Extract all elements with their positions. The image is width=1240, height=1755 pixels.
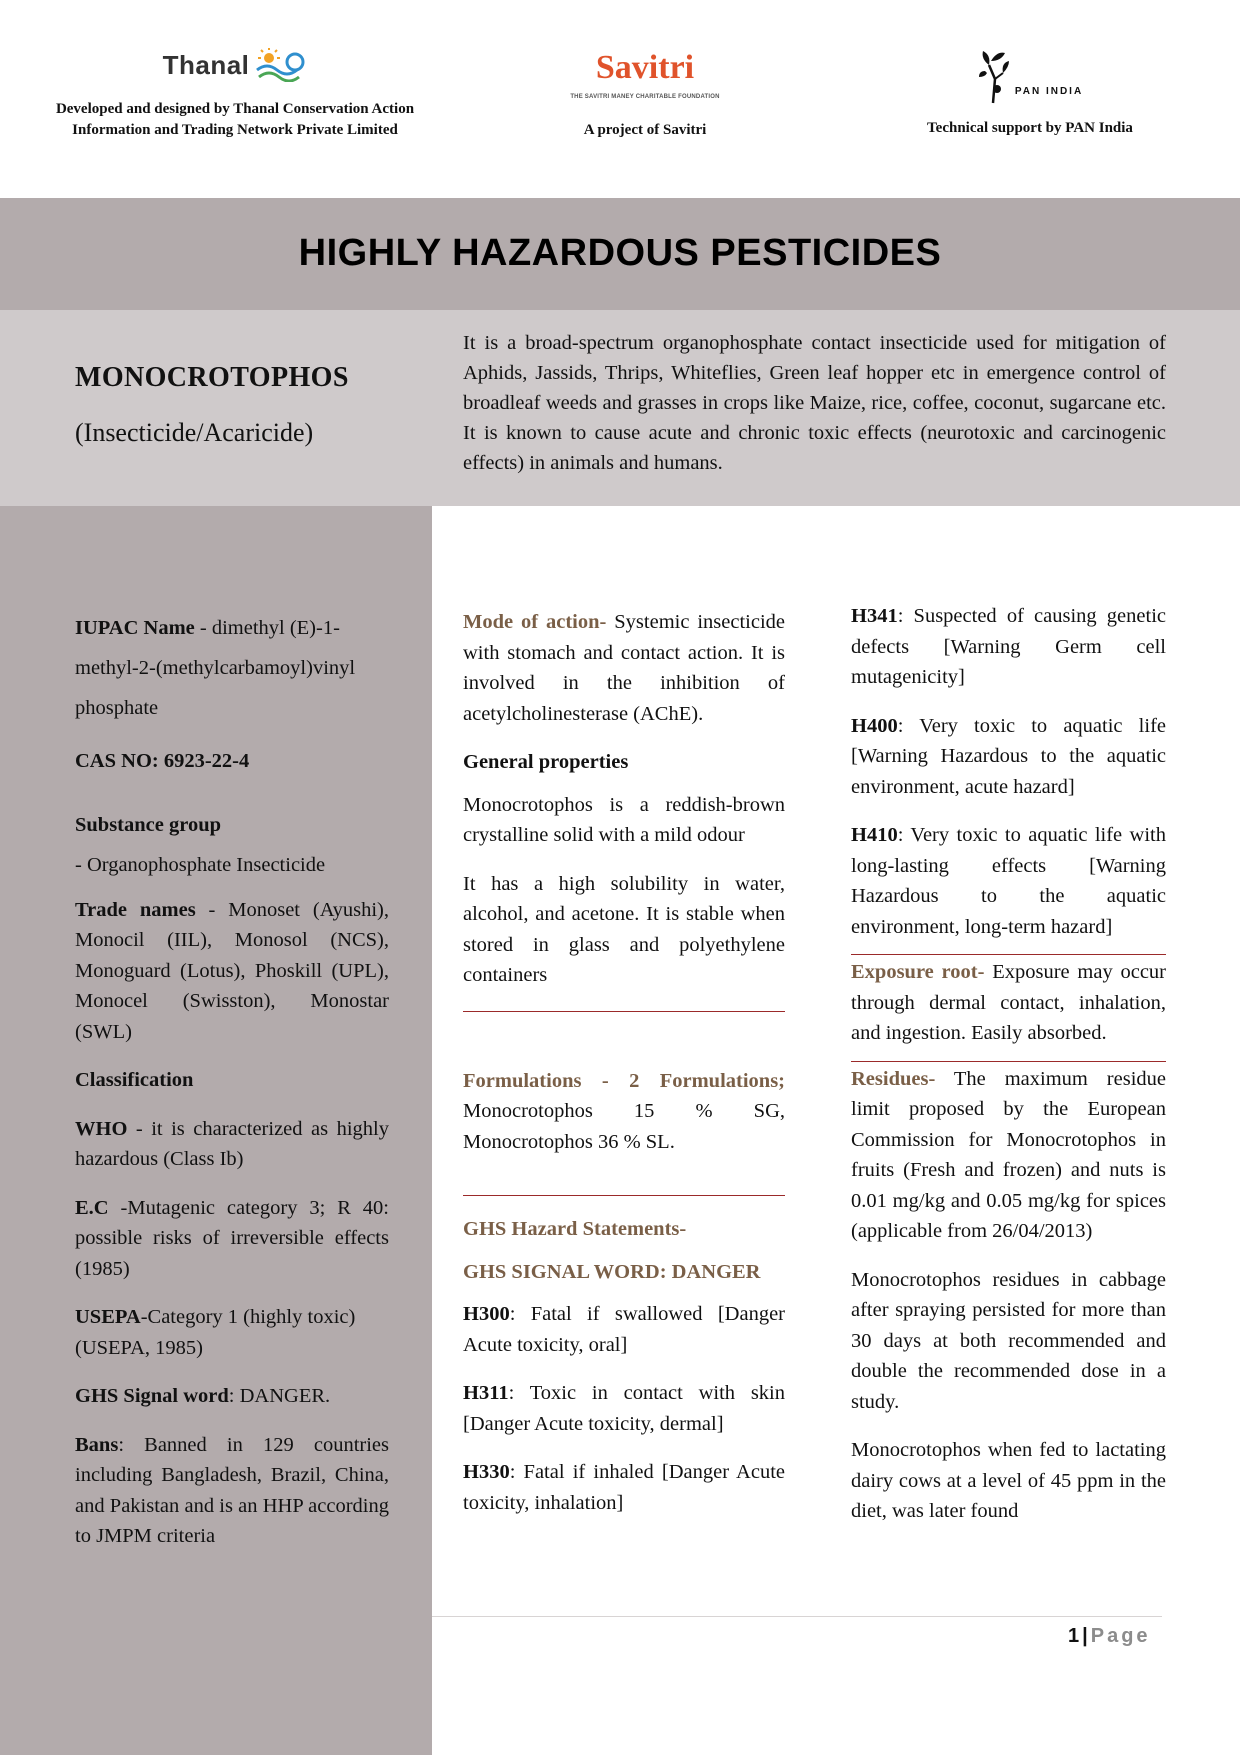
substance-paragraph — [75, 805, 389, 885]
h341-value: : Suspected of causing genetic defects [Warning Germ cell mutagenicity] — [851, 605, 1166, 688]
exposure-value: Exposure may occur through dermal contact, inhalation, and ingestion. Easily absorbed. — [851, 961, 1166, 1044]
trade-names-label: Trade names — [75, 898, 196, 921]
pan-leaf-figure-icon — [977, 49, 1011, 105]
section-divider — [463, 1195, 785, 1196]
who-paragraph — [75, 1114, 389, 1175]
general-properties-p2: It has a high solubility in water, alcohol, and acetone. It is stable when stored in glass and polyethylene containers — [463, 872, 785, 986]
ghs-signal-paragraph — [75, 1381, 389, 1412]
ghs-signal-value: : DANGER. — [228, 1385, 331, 1407]
usepa-label: USEPA — [75, 1306, 141, 1328]
who-value: - it is characterized as highly hazardous (Class Ib) — [75, 1117, 389, 1170]
usepa-value: -Category 1 (highly toxic) (USEPA, 1985) — [75, 1306, 356, 1359]
substance-label: Substance group — [75, 813, 222, 836]
h311-label: H311 — [463, 1382, 509, 1404]
section-divider — [463, 1011, 785, 1012]
h330-statement — [463, 1457, 785, 1518]
page-title: HIGHLY HAZARDOUS PESTICIDES — [298, 231, 942, 274]
h400-statement — [851, 711, 1166, 803]
trade-names-value: - Monoset (Ayushi), Monocil (IIL), Monosol (NCS), Monoguard (Lotus), Phoskill (UPL), Monocel (Swisston), Monostar (SWL) — [75, 898, 390, 1043]
ghs-signal-label: GHS Signal word — [75, 1385, 229, 1407]
page-number-value: 1 — [1068, 1625, 1083, 1647]
residues-label: Residues- — [851, 1067, 936, 1090]
chemical-type: (Insecticide/Acaricide) — [75, 418, 314, 447]
mode-of-action-value: Systemic insecticide with stomach and contact action. It is involved in the inhibition of acetylcholinesterase (AChE). — [463, 611, 785, 725]
pan-logo — [880, 45, 1180, 105]
mode-of-action-paragraph — [463, 607, 785, 729]
thanal-logo-text: Thanal — [162, 49, 250, 80]
residues-paragraph — [851, 1064, 1166, 1247]
properties-column — [463, 607, 785, 1536]
exposure-label: Exposure root- — [851, 961, 985, 983]
page-word: Page — [1090, 1625, 1151, 1647]
title-band — [0, 198, 1240, 310]
savitri-logo-subtext: THE SAVITRI MANEY CHARITABLE FOUNDATION — [570, 94, 720, 100]
residues-value: The maximum residue limit proposed by the European Commission for Monocrotophos in fruits (Fresh and frozen) and nuts is 0.01 mg/kg and 0.05 mg/kg for spices (applicable from 26/04/2013) — [851, 1067, 1166, 1242]
h400-label: H400 — [851, 714, 898, 737]
savitri-logo — [520, 50, 770, 108]
iupac-paragraph — [75, 608, 389, 728]
thanal-logo — [163, 45, 308, 85]
page-number — [1068, 1625, 1151, 1648]
bans-value: : Banned in 129 countries including Bangladesh, Brazil, China, and Pakistan and is an HHP according to JMPM criteria — [75, 1433, 389, 1547]
mode-of-action-label: Mode of action- — [463, 611, 607, 633]
general-properties-p1: Monocrotophos is a reddish-brown crystalline solid with a mild odour — [463, 793, 785, 846]
ec-value: -Mutagenic category 3; R 40: possible risks of irreversible effects (1985) — [75, 1196, 389, 1280]
ghs-statements-heading: GHS Hazard Statements- — [463, 1218, 687, 1240]
h341-label: H341 — [851, 605, 898, 627]
h300-statement — [463, 1299, 785, 1360]
formulations-value: Monocrotophos 15 % SG, Monocrotophos 36 % SL. — [463, 1100, 785, 1153]
ec-label: E.C — [75, 1196, 109, 1219]
h311-value: : Toxic in contact with skin [Danger Acute toxicity, dermal] — [463, 1382, 785, 1435]
iupac-label: IUPAC Name — [75, 617, 195, 639]
chemical-intro: It is a broad-spectrum organophosphate contact insecticide used for mitigation of Aphids, Jassids, Thrips, Whiteflies, Green leaf hopper etc in emergence control of broadleaf weeds and grasses in crops like Maize, rice, coffee, coconut, sugarcane etc. It is known to cause acute and chronic toxic effects (neurotoxic and carcinogenic effects) in animals and humans. — [463, 332, 1166, 474]
exposure-paragraph — [851, 957, 1166, 1049]
section-divider — [851, 1061, 1166, 1062]
ghs-signal-word: GHS SIGNAL WORD: DANGER — [463, 1260, 761, 1283]
h311-statement — [463, 1378, 785, 1439]
pan-logo-block — [880, 45, 1180, 139]
h410-statement — [851, 820, 1166, 942]
formulations-label: Formulations - 2 Formulations; — [463, 1069, 785, 1092]
section-divider — [851, 954, 1166, 955]
classification-heading: Classification — [75, 1069, 194, 1091]
thanal-logo-block — [50, 45, 420, 141]
trade-names-paragraph — [75, 895, 389, 1048]
page-number-separator: | — [1082, 1625, 1091, 1647]
residues-p2: Monocrotophos residues in cabbage after spraying persisted for more than 30 days at both recommended and double the recommended dose in a study. — [851, 1268, 1166, 1413]
formulations-paragraph — [463, 1066, 785, 1158]
usepa-paragraph — [75, 1302, 389, 1363]
savitri-logo-block — [520, 50, 770, 141]
savitri-caption: A project of Savitri — [583, 122, 707, 138]
h330-value: : Fatal if inhaled [Danger Acute toxicity, inhalation] — [463, 1461, 785, 1514]
substance-value: - Organophosphate Insecticide — [75, 853, 326, 876]
cas-number: CAS NO: 6923-22-4 — [75, 750, 250, 772]
bans-paragraph — [75, 1430, 389, 1552]
residues-p3: Monocrotophos when fed to lactating dairy cows at a level of 45 ppm in the diet, was later found — [851, 1439, 1166, 1522]
hazards-column — [851, 601, 1166, 1545]
thanal-caption: Developed and designed by Thanal Conservation Action Information and Trading Network Private Limited — [55, 101, 415, 138]
h330-label: H330 — [463, 1461, 510, 1483]
ec-paragraph — [75, 1193, 389, 1285]
savitri-logo-text: Savitri — [595, 49, 695, 86]
pan-caption: Technical support by PAN India — [927, 120, 1133, 136]
chemical-name: MONOCROTOPHOS — [75, 362, 349, 393]
bans-label: Bans — [75, 1433, 119, 1456]
footer-divider — [432, 1616, 1162, 1617]
h410-label: H410 — [851, 824, 898, 846]
h341-statement — [851, 601, 1166, 693]
page-header — [0, 0, 1240, 198]
identity-column — [75, 608, 389, 1570]
h400-value: : Very toxic to aquatic life [Warning Hazardous to the aquatic environment, acute hazard] — [851, 714, 1166, 798]
h410-value: : Very toxic to aquatic life with long-lasting effects [Warning Hazardous to the aquatic environment, long-term hazard] — [851, 824, 1166, 938]
thanal-emblem-icon — [255, 48, 307, 82]
general-properties-heading: General properties — [463, 751, 629, 773]
h300-label: H300 — [463, 1303, 510, 1325]
who-label: WHO — [75, 1117, 128, 1140]
pan-logo-text: PAN INDIA — [1014, 86, 1084, 97]
h300-value: : Fatal if swallowed [Danger Acute toxicity, oral] — [463, 1303, 785, 1356]
iupac-value: - dimethyl (E)-1-methyl-2-(methylcarbamoyl)vinyl phosphate — [75, 617, 356, 719]
